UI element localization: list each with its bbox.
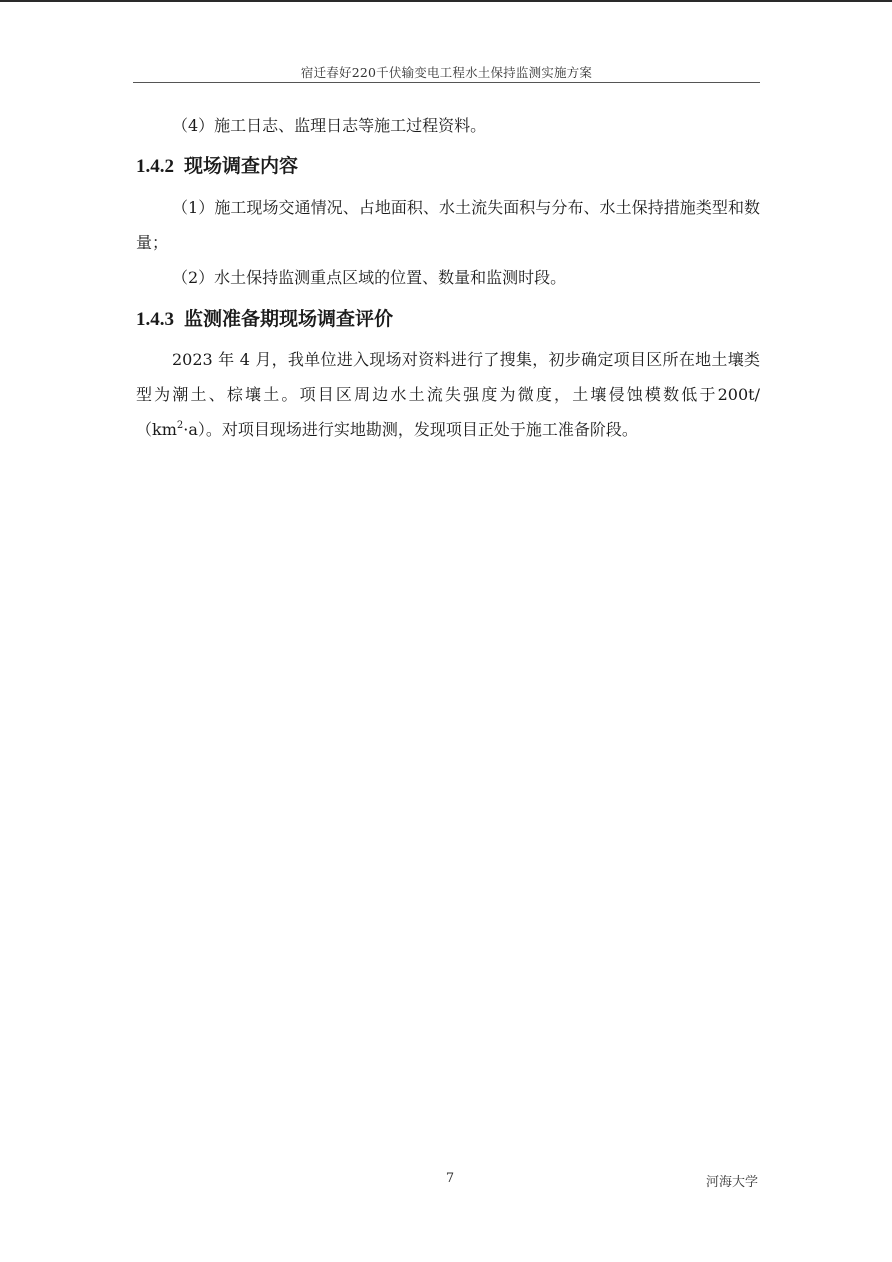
section-title: 监测准备期现场调查评价 bbox=[184, 308, 394, 330]
survey-text-part1: 2023 年 4 月，我单位进入现场对资料进行了搜集，初步确定项目区所在地土壤类型为潮土、棕壤土。项目区周边水土流失强度为微度，土壤侵蚀模数低于200t/（km bbox=[136, 350, 760, 439]
section-number: 1.4.2 bbox=[136, 156, 174, 177]
section-heading-1-4-3 bbox=[136, 306, 760, 333]
header-rule bbox=[133, 82, 760, 83]
section-title: 现场调查内容 bbox=[184, 155, 299, 177]
list-item-1: （1）施工现场交通情况、占地面积、水土流失面积与分布、水土保持措施类型和数量； bbox=[136, 198, 760, 252]
superscript-2: 2 bbox=[176, 420, 184, 431]
page-top-border bbox=[0, 0, 892, 2]
section-heading-1-4-2 bbox=[136, 153, 760, 180]
section-number: 1.4.3 bbox=[136, 309, 174, 330]
survey-paragraph bbox=[136, 342, 760, 447]
list-item-4: （4）施工日志、监理日志等施工过程资料。 bbox=[172, 116, 487, 135]
page-number: 7 bbox=[445, 1171, 455, 1186]
footer-organization: 河海大学 bbox=[705, 1175, 758, 1190]
running-header: 宿迁春好220千伏输变电工程水土保持监测实施方案 bbox=[300, 65, 593, 80]
list-item-2: （2）水土保持监测重点区域的位置、数量和监测时段。 bbox=[172, 268, 567, 287]
survey-text-part2: ·a）。对项目现场进行实地勘测，发现项目正处于施工准备阶段。 bbox=[183, 420, 638, 439]
